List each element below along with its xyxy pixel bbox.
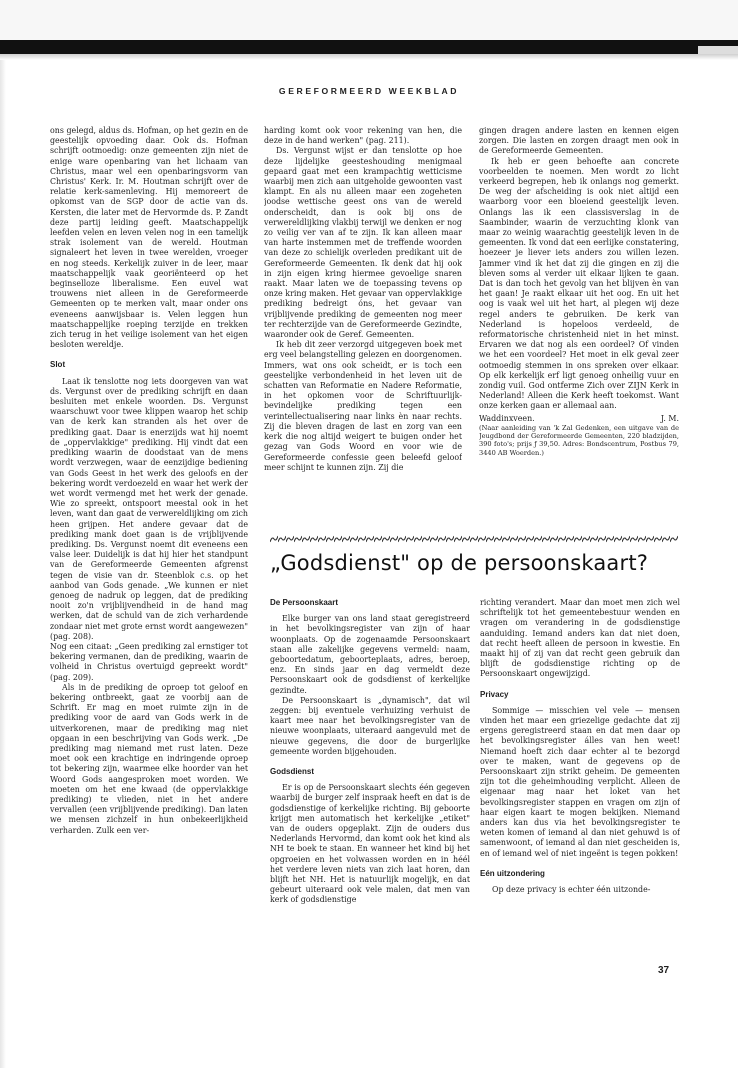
col3-paragraph-1: gingen dragen andere lasten en kennen eigen zorgen. Die lasten en zorgen draagt men ook in de Gereformeerde Gemeenten.: [479, 126, 679, 156]
scan-dark-band: [0, 40, 738, 54]
column-2: [264, 126, 462, 526]
article-paragraph-1: Elke burger van ons land staat geregistreerd in het bevolkingsregister van zijn of haar woonplaats. Op de zogenaamde Persoonskaart staan alle zakelijke gegevens vermeld: naam, geboortedatum, geboorteplaats, adres, beroep, enz. En sinds jaar en dag vermeldt deze Persoonskaart ook de godsdienst of kerkelijke gezindte.: [270, 614, 470, 695]
article-paragraph-5: Sommige — misschien vel vele — mensen vinden het maar een griezelige gedachte dat zij ergens geregistreerd staan en dat men daar op het bevolkingsregister álles van hen weet! Niemand hoeft zich daar echter al te bezorgd over te maken, want de gegevens op de Persoonskaart zijn strikt geheim. De gemeenten zijn tot die geheimhouding verplicht. Alleen de eigenaar mag naar het loket van het bevolkingsregister stappen en vragen om zijn of haar eigen kaart te mogen bekijken. Niemand anders kan dus via het bevolkingsregister te weten komen of iemand al dan niet gehuwd is of samenwoont, of iemand al dan niet gescheiden is, en of iemand wel of niet ingeënt is tegen pokken!: [480, 705, 680, 858]
article-paragraph-6: Op deze privacy is echter één uitzonde-: [492, 885, 651, 895]
col2-paragraph-3: Ik heb dit zeer verzorgd uitgegeven boek met erg veel belangstelling gelezen en doorgenomen. Immers, wat ons ook scheidt, er is toch een geestelijke verbondenheid in het leven uit de schatten van Reformatie en Nadere Reformatie, in het opkomen voor de Schriftuurlijk-bevindelijke prediking tegen een verintellectualisering naar links èn naar rechts. Zij die bleven dragen de last en zorg van een kerk die nog altijd weigert te buigen onder het gezag van Gods Woord en voor wie de Gereformeerde confessie geen beleefd geloof meer schijnt te kunnen zijn. Zij die: [264, 340, 462, 472]
col2-paragraph-1: harding komt ook voor rekening van hen, die deze in de hand werken" (pag. 211).: [264, 126, 462, 146]
column-4: [270, 598, 470, 1018]
column-3: [479, 126, 679, 522]
heading-persoonskaart: De Persoonskaart: [270, 598, 339, 607]
column-5: [480, 598, 680, 946]
signature-initials: J. M.: [660, 413, 679, 423]
col1-paragraph-2: Laat ik tenslotte nog iets doorgeven van wat ds. Vergunst over de prediking schrijft en daan besluiten met enkele woorden. Ds. Vergunst waarschuwt voor twee klippen waarop het schip van de kerk kan stranden als het over de prediking gaat. Daar is enerzijds wat hij noemt de „oppervlakkige" prediking. Hij vindt dat een prediking waarin de doodstaat van de mens wordt verzwegen, waar de eenzijdige bediening van Gods Geest in het werk des geloofs en der bekering wordt verdoezeld en waar het werk der wet wordt vermengd met het werk der genade. Wie zo spreekt, ontspoort meestal ook in het leven, want dan gaat de verwereldlijking om zich heen grijpen. Het andere gevaar dat de prediking mank doet gaan is de vrijblijvende prediking. Ds. Vergunst noemt dit eveneens een valse leer. Duidelijk is dat hij hier het standpunt van de Gereformeerde Gemeenten afgrenst tegen de visie van dr. Steenblok c.s. op het aanbod van Gods genade. „We kunnen er niet genoeg de nadruk op leggen, dat de prediking nooit zo'n vrijblijvendheid in de hand mag werken, dat de schuld van de zich verhardende zondaar niet met grote ernst wordt aangewezen" (pag. 208).: [50, 376, 248, 641]
heading-uitzondering: Eén uitzondering: [480, 868, 545, 878]
wavy-divider: [270, 533, 678, 545]
scan-top-margin: [0, 0, 738, 40]
page-left-edge: [0, 60, 6, 1068]
signature-place: Waddinxveen.: [479, 413, 535, 423]
col1-paragraph-4: Als in de prediking de oproep tot geloof en bekering ontbreekt, gaat ze voorbij aan de Schrift. Er mag en moet ruimte zijn in de prediking voor de aard van Gods werk in de uitverkorenen, maar de prediking mag niet opgaan in een beschrijving van Gods werk. „De prediking mag niemand met rust laten. Deze moet ook een krachtige en indringende oproep tot bekering zijn, waarmee elke hoorder van het Woord Gods aangesproken moet worden. We moeten om het ene kwaad (de oppervlakkige prediking) te vlieden, niet in het andere vervallen (een vrijblijvende prediking). Dan laten we mensen zichzelf in hun onbekeerlijkheid verharden. Zulk een ver-: [50, 682, 248, 835]
column-1: [50, 126, 248, 1016]
heading-privacy: Privacy: [480, 689, 509, 699]
scan-shadow: [0, 54, 738, 60]
article-headline: „Godsdienst" op de persoonskaart?: [270, 551, 649, 575]
heading-slot: Slot: [50, 360, 66, 370]
col3-paragraph-2: Ik heb er geen behoefte aan concrete voorbeelden te noemen. Men wordt zo licht verkeerd begrepen, heb ik onlangs nog gemerkt. De weg der afscheiding is ook niet altijd een waarborg voor een bloeiend geestelijk leven. Onlangs las ik een classisverslag in de Saambinder, waarin de verzuchting klonk van maar zo weinig waarachtig geestelijk leven in de gemeenten. Ik vond dat een eerlijke constatering, hoezeer je liever iets anders zou willen lezen. Jammer vind ik het dat zij die gingen en zij die bleven soms al verder uit elkaar lijken te gaan. Dat is dan toch het gevolg van het blijven èn van het gaan! Je raakt elkaar uit het oog. En uit het oog is vaak wel uit het hart, al plegen wij deze regel anders te gebruiken. De kerk van Nederland is hopeloos verdeeld, de reformatorische christenheid niet in het minst. Ervaren we dat nog als een oordeel? Of vinden we het een voordeel? Het moet in elk geval zeer ootmoedig stemmen in ons spreken over elkaar. Op elk kerkelijk erf ligt genoeg onheilig vuur en zondig vuil. God ontferme Zich over ZIJN Kerk in Nederland! Alleen die Kerk heeft toekomst. Want onze kerken gaan er allemaal aan.: [479, 156, 679, 411]
running-head: GEREFORMEERD WEEKBLAD: [278, 86, 460, 96]
signature-line: [479, 414, 679, 424]
heading-godsdienst: Godsdienst: [270, 767, 315, 777]
book-note: (Naar aanleiding van 'k Zal Gedenken, een uitgave van de Jeugdbond der Gereformeerde Gemeenten, 220 bladzijden, 390 foto's; prijs ƒ 39,50. Adres: Bondscentrum, Postbus 79, 3440 AB Woerden.): [479, 423, 679, 457]
col1-paragraph-1: ons gelegd, aldus ds. Hofman, op het gezin en de geestelijk opvoeding daar. Ook ds. Hofman schrijft ootmoedig: onze gemeenten zijn niet de enige ware openbaring van het lichaam van Christus, maar wel een openbaringsvorm van Christus' Kerk. Ir. M. Houtman schrijft over de relatie kerk-samenleving. Hij memoreert de opkomst van de SGP door de actie van ds. Kersten, die later met de Hervormde ds. P. Zandt deze partij leiding geeft. Maatschappelijk leefden velen en leven velen nog in een tamelijk strak isolement van de wereld. Houtman signaleert het leven in twee werelden, vroeger en nog steeds. Kerkelijk zuiver in de leer, maar maatschappelijk vaak georiënteerd op het beginselloze liberalisme. Een euvel wat trouwens niet alleen in de Gereformeerde Gemeenten op te merken valt, maar onder ons eveneens aanwijsbaar is. Velen leggen hun maatschappelijke roeping terzijde en trekken zich terug in het veilige isolement van het eigen besloten wereldje.: [50, 126, 248, 350]
page-number: 37: [658, 965, 670, 976]
col2-paragraph-2: Ds. Vergunst wijst er dan tenslotte op hoe deze lijdelijke geesteshouding menigmaal gepaard gaat met een krampachtig wetticisme waarbij men zich aan uitgeholde gewoonten vast klampt. En als nu alleen maar een zogeheten joodse wettische geest ons van de wereld onderscheidt, dan is ook bij ons de verwereldlijking vlakbij terwijl we denken er nog zo veilig ver van af te zijn. Ik kan alleen maar van harte instemmen met de treffende woorden van deze zo schielijk overleden predikant uit de Gereformeerde Gemeenten. Ik denk dat hij ook in zijn eigen kring hiermee gevoelige snaren raakt. Maar laten we de toepassing tevens op onze kring maken. Het gevaar van oppervlakkige prediking bedreigt óns, het gevaar van vrijblijvende prediking de gemeenten nog meer ter rechterzijde van de Gereformeerde Gezindte, waaronder ook de Geref. Gemeenten.: [264, 146, 462, 340]
col1-paragraph-3: Nog een citaat: „Geen prediking zal ernstiger tot bekering vermanen, dan de prediking, waarin de volheid in Christus overtuigd gepreekt wordt" (pag. 209).: [50, 641, 248, 682]
article-paragraph-4: richting verandert. Maar dan moet men zich wel schriftelijk tot het gemeentebestuur wenden en vragen om verandering in de godsdienstige aanduiding. Iemand anders kan dat niet doen, dat recht heeft alleen de persoon in kwestie. En maakt hij of zij van dat recht geen gebruik dan blijft de godsdienstige richting op de Persoonskaart ongewijzigd.: [480, 598, 680, 679]
article-paragraph-2: De Persoonskaart is „dynamisch", dat wil zeggen: bij eventuele verhuizing verhuist de kaart mee naar het bevolkingsregister van de nieuwe woonplaats, uiteraard aangevuld met de nieuwe gegevens, die door de burgerlijke gemeente worden bijgehouden.: [270, 695, 470, 756]
article-paragraph-3: Er is op de Persoonskaart slechts één gegeven waarbij de burger zelf inspraak heeft en dat is de godsdienstige of kerkelijke richting. Bij geboorte krijgt men automatisch het kerkelijke „etiket" van de ouders opgeplakt. Zijn de ouders dus Nederlands Hervormd, dan komt ook het kind als NH te boek te staan. En wanneer het kind bij het opgroeien en het volwassen worden en in héél het verdere leven niets van zich laat horen, dan blijft het NH. Het is natuurlijk mogelijk, en dat gebeurt uiteraard ook vele malen, dat men van kerk of godsdienstige: [270, 783, 470, 905]
